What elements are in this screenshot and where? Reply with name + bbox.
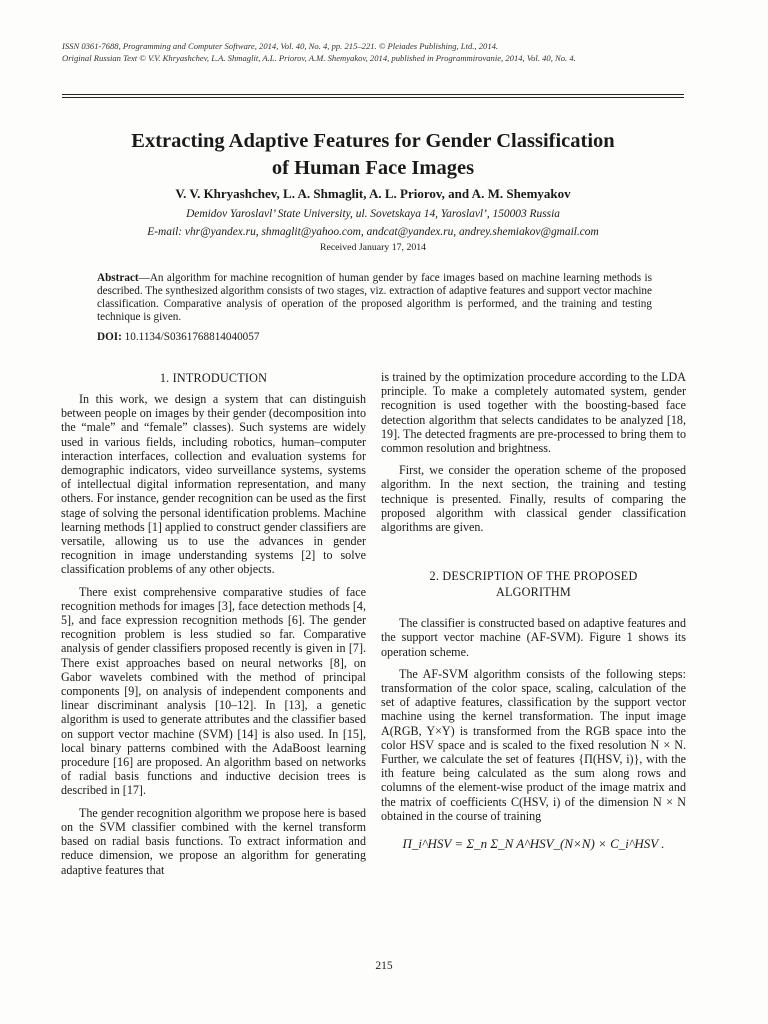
paper-title-line1: Extracting Adaptive Features for Gender Classification [131, 130, 615, 152]
paragraph: In this work, we design a system that can distinguish between people on images by their gender (decomposition into the “male” and “female” classes). Such systems are widely used in various fields, including robotics, human–computer interaction interfaces, collection and evaluation systems for demographic indicators, video surveillance systems, systems of intellectual digital information representation, and many others. For instance, gender recognition can be used as the first stage of solving the personal identification problems. Machine learning methods [1] applied to construct gender classifiers are versatile, allowing us to use the advances in gender recognition in image understanding systems [2] to solve classification problems of any other objects. [61, 392, 366, 577]
paper-emails: E-mail: vhr@yandex.ru, shmaglit@yahoo.com, andcat@yandex.ru, andrey.shemiakov@gmail.com [147, 226, 599, 238]
paragraph: First, we consider the operation scheme of the proposed algorithm. In the next section, the training and testing technique is presented. Finally, results of comparing the proposed algorithm with classical gender classification algorithms are given. [381, 463, 686, 535]
paragraph: The AF-SVM algorithm consists of the following steps: transformation of the color space, scaling, calculation of the set of adaptive features, classification by the support vector machine using the kernel transformation. The input image A(RGB, Y×Y) is transformed from the RGB space into the color HSV space and is scaled to the fixed resolution N × N. Further, we calculate the set of features {Π(HSV, i)}, with the ith feature being calculated as the sum along rows and columns of the element-wise product of the image matrix and the matrix of coefficients C(HSV, i) of the dimension N × N obtained in the course of training [381, 666, 686, 823]
paper-title [62, 128, 684, 182]
section-heading-algorithm [381, 568, 686, 600]
doi-label: DOI: [97, 331, 122, 343]
paper-affiliation: Demidov Yaroslavl’ State University, ul. Sovetskaya 14, Yaroslavl’, 150003 Russia [186, 208, 560, 220]
left-column [61, 370, 366, 885]
section-heading-introduction: 1. INTRODUCTION [159, 371, 268, 385]
equation: Π_i^HSV = Σ_n Σ_N A^HSV_(N×N) × C_i^HSV . [402, 836, 665, 852]
section-heading-line1: 2. DESCRIPTION OF THE PROPOSED [429, 569, 638, 584]
received-date: Received January 17, 2014 [319, 242, 427, 253]
header-rule-bottom [62, 97, 684, 98]
abstract-label: Abstract [97, 272, 139, 284]
journal-header-line1: ISSN 0361-7688, Programming and Computer Software, 2014, Vol. 40, No. 4, pp. 215–221. © Pleiades Publishing, Ltd., 2014. [62, 41, 499, 51]
journal-header-line2: Original Russian Text © V.V. Khryashchev, L.A. Shmaglit, A.L. Priorov, A.M. Shemyakov, 2014, published in Programmirovanie, 2014, Vol. 40, No. 4. [62, 53, 576, 63]
section-spacer [381, 606, 686, 616]
paper-title-line2: of Human Face Images [271, 157, 475, 179]
doi-link[interactable]: 10.1134/S0361768814040057 [121, 331, 260, 343]
paragraph: The gender recognition algorithm we propose here is based on the SVM classifier combined with the kernel transform based on radial basis functions. To extract information and reduce dimension, we propose an algorithm for generating adaptive features that [61, 805, 366, 877]
paragraph: is trained by the optimization procedure according to the LDA principle. To make a completely automated system, gender recognition is used together with the boosting-based face detection algorithm that selects candidates to be analyzed [18, 19]. The detected fragments are pre-processed to bring them to common resolution and brightness. [381, 370, 686, 456]
abstract [97, 272, 652, 324]
journal-header [62, 40, 702, 64]
page-number: 215 [375, 960, 393, 972]
paragraph: There exist comprehensive comparative studies of face recognition methods for images [3], face detection methods [4, 5], and face expression recognition methods [6]. The gender recognition problem is less studied so far. Comparative analysis of gender classifiers proposed recently is given in [7]. There exist approaches based on neural networks [8], on Gabor wavelets combined with the method of principal components [9], on analysis of independent components and linear discriminant analysis [10–12]. In [13], a genetic algorithm is used to generate attributes and the classifier based on support vector machine (SVM) [14] is also used. In [15], local binary patterns combined with the AdaBoost learning procedure [16] are proposed. An algorithm based on networks of radial basis functions and inductive decision trees is described in [17]. [61, 584, 366, 798]
header-rule-top [62, 94, 684, 95]
doi [97, 330, 652, 344]
section-spacer [381, 542, 686, 568]
abstract-text: —An algorithm for machine recognition of human gender by face images based on machine learning methods is described. The synthesized algorithm consists of two stages, viz. extraction of adaptive features and support vector machine classification. Comparative analysis of operation of the proposed algorithm is performed, and the training and testing technique is given. [97, 272, 652, 323]
paragraph: The classifier is constructed based on adaptive features and the support vector machine (AF-SVM). Figure 1 shows its operation scheme. [381, 616, 686, 659]
paper-authors: V. V. Khryashchev, L. A. Shmaglit, A. L. Priorov, and A. M. Shemyakov [175, 186, 571, 201]
right-column [381, 370, 686, 853]
section-heading-line2: ALGORITHM [496, 585, 571, 600]
